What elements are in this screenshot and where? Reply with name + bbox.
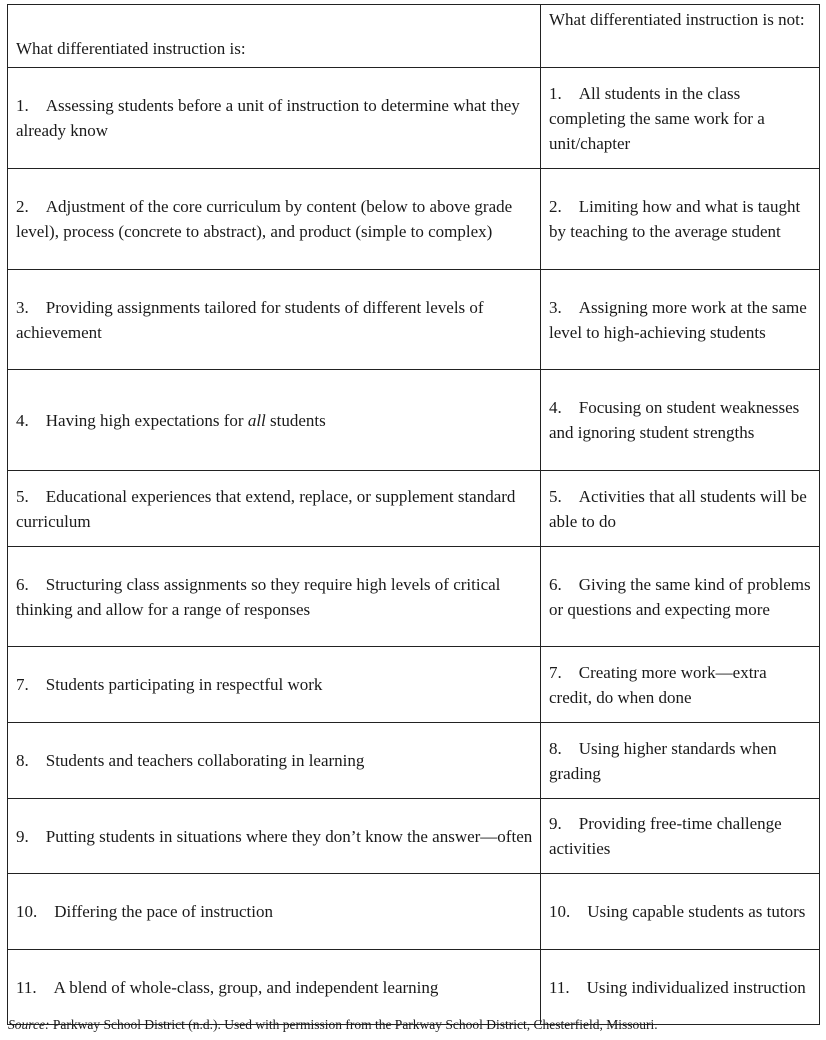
table-row [8,270,820,370]
right-cell [541,647,820,723]
item-number: 2. [16,197,29,216]
item-text: Using higher standards when grading [549,738,777,783]
right-cell [541,723,820,799]
left-cell [8,547,541,647]
item-text: Creating more work—extra credit, do when done [549,662,767,707]
emphasis-text: all [247,410,266,430]
item-text: Putting students in situations where they don’t know the answer—often [45,826,533,846]
table-row [8,874,820,950]
right-cell [541,370,820,471]
right-cell [541,547,820,647]
item-number: 1. [16,96,29,115]
item-number: 10. [549,902,571,921]
table-row [8,723,820,799]
left-cell [8,874,541,950]
item-number: 4. [549,398,562,417]
header-left: What differentiated instruction is: [8,5,541,68]
item-number: 11. [16,977,37,997]
item-number: 2. [549,197,562,216]
right-cell [541,874,820,950]
right-cell [541,270,820,370]
table-row [8,471,820,547]
item-text: Structuring class assignments so they require high levels of critical thinking and allow for a range of responses [16,574,501,619]
item-number: 4. [16,410,29,430]
table-row [8,799,820,874]
table-row [8,950,820,1025]
right-cell [541,471,820,547]
item-text: Assessing students before a unit of instruction to determine what they already know [16,96,520,140]
source-text: Parkway School District (n.d.). Used with permission from the Parkway School District, Chesterfield, Missouri. [49,1017,658,1032]
source-note [8,1016,658,1034]
differentiated-instruction-table [7,4,820,1025]
header-right: What differentiated instruction is not: [541,5,820,68]
item-number: 11. [549,977,570,997]
item-number: 10. [16,902,38,921]
item-text: Students and teachers collaborating in learning [45,751,365,770]
item-number: 6. [549,574,562,594]
left-cell [8,647,541,723]
left-cell [8,68,541,169]
left-cell [8,169,541,270]
item-number: 7. [16,675,29,694]
item-text: Providing free-time challenge activities [549,814,782,858]
right-cell [541,68,820,169]
left-cell [8,950,541,1025]
item-number: 7. [549,662,562,682]
item-number: 8. [549,738,562,758]
item-number: 9. [16,826,29,846]
item-text: A blend of whole-class, group, and independent learning [53,977,439,997]
left-cell [8,723,541,799]
item-text: Limiting how and what is taught by teaching to the average student [549,197,801,241]
item-number: 8. [16,751,29,770]
item-text: Having high expectations for all students [45,410,326,430]
table-row [8,547,820,647]
source-label: Source: [8,1017,50,1032]
right-cell [541,950,820,1025]
left-cell [8,799,541,874]
item-text: Educational experiences that extend, replace, or supplement standard curriculum [16,486,516,531]
item-number: 5. [549,486,562,506]
item-text: Students participating in respectful work [45,675,323,694]
item-number: 3. [549,297,562,317]
table-row [8,370,820,471]
item-number: 1. [549,83,562,103]
item-text: Adjustment of the core curriculum by content (below to above grade level), process (concrete to abstract), and product (simple to complex) [16,197,513,241]
item-number: 5. [16,486,29,506]
left-cell [8,270,541,370]
table-row [8,169,820,270]
left-cell [8,471,541,547]
item-text: Differing the pace of instruction [54,902,273,921]
item-text: Using capable students as tutors [587,902,806,921]
right-cell [541,799,820,874]
item-text: Focusing on student weaknesses and ignoring student strengths [549,398,800,442]
table-row [8,647,820,723]
table-header-row [8,5,820,68]
item-number: 3. [16,297,29,317]
left-cell [8,370,541,471]
item-number: 6. [16,574,29,594]
item-text: Assigning more work at the same level to high-achieving students [549,297,807,342]
item-number: 9. [549,814,562,833]
item-text: Providing assignments tailored for students of different levels of achievement [16,297,484,342]
item-text: Using individualized instruction [586,977,806,997]
table-row [8,68,820,169]
item-text: Giving the same kind of problems or questions and expecting more [549,574,811,619]
item-text: Activities that all students will be able to do [549,486,807,531]
item-text: All students in the class completing the same work for a unit/chapter [549,83,765,153]
right-cell [541,169,820,270]
